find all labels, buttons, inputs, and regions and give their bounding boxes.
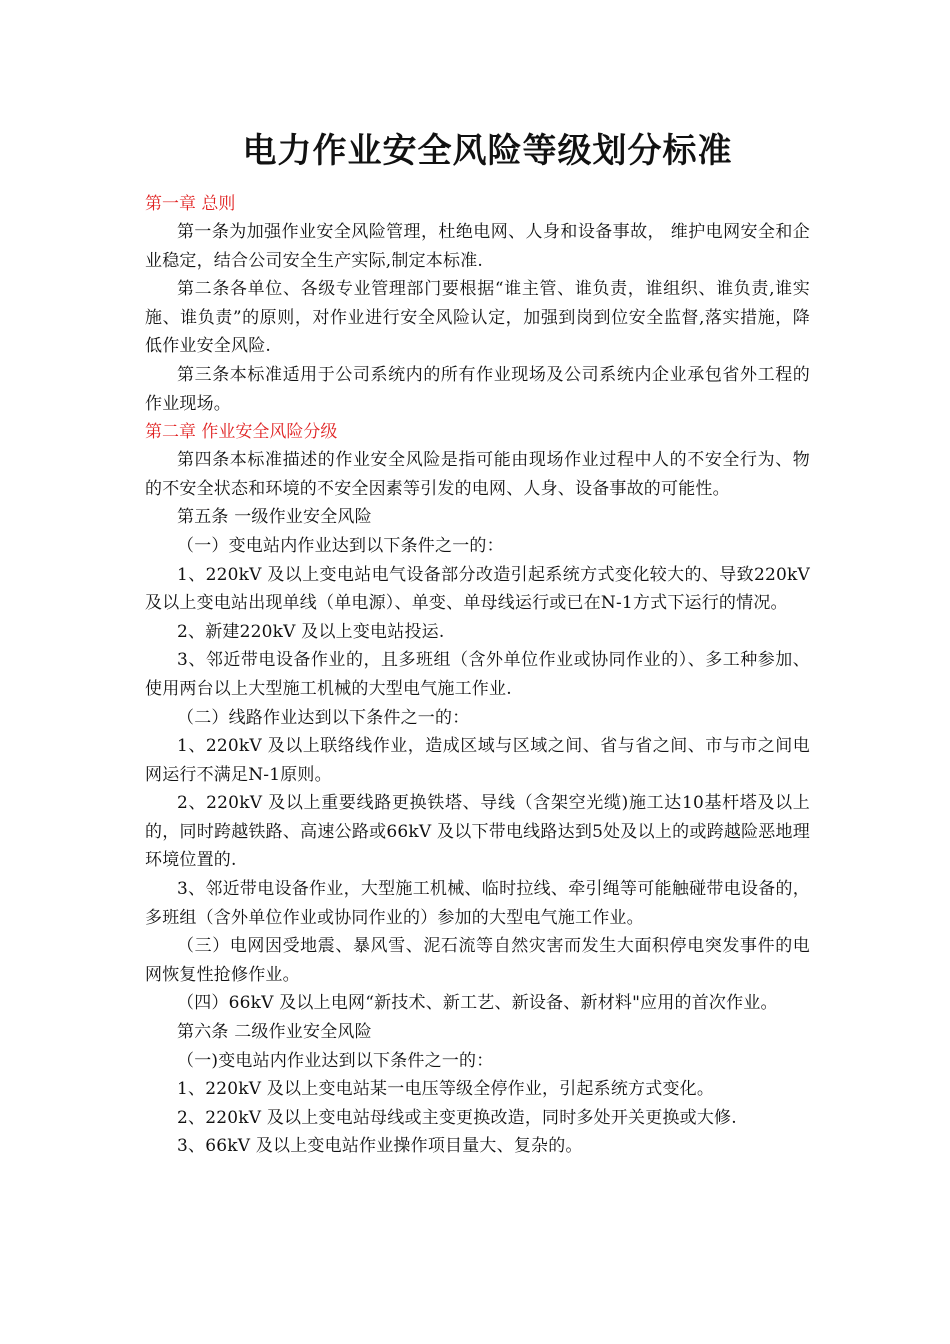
item-substation-level1-3: 3、邻近带电设备作业的，且多班组（含外单位作业或协同作业的）、多工种参加、使用两台以上大型施工机械的大型电气施工作业. bbox=[145, 650, 810, 699]
item-substation-level2-2: 2、220kV 及以上变电站母线或主变更换改造，同时多处开关更换或大修. bbox=[177, 1107, 737, 1128]
item-substation-level2-1: 1、220kV 及以上变电站某一电压等级全停作业，引起系统方式变化。 bbox=[177, 1079, 715, 1100]
article-3: 第三条本标准适用于公司系统内的所有作业现场及公司系统内企业承包省外工程的作业现场。 bbox=[145, 364, 810, 414]
clause-substation-level1: （一）变电站内作业达到以下条件之一的： bbox=[177, 535, 504, 556]
chapter-heading-1: 第一章 总则 bbox=[145, 194, 236, 214]
item-line-level1-1: 1、220kV 及以上联络线作业，造成区域与区域之间、省与省之间、市与市之间电网运行不满足N-1原则。 bbox=[145, 736, 810, 785]
document-title: 电力作业安全风险等级划分标准 bbox=[242, 131, 733, 171]
article-1: 第一条为加强作业安全风险管理，杜绝电网、人身和设备事故， 维护电网安全和企业稳定，结合公司安全生产实际,制定本标准. bbox=[145, 222, 810, 271]
item-substation-level1-2: 2、新建220kV 及以上变电站投运. bbox=[177, 621, 445, 642]
article-2: 第二条各单位、各级专业管理部门要根据“谁主管、谁负责，谁组织、谁负责,谁实施、谁负责”的原则，对作业进行安全风险认定，加强到岗到位安全监督,落实措施，降低作业安全风险. bbox=[145, 279, 810, 357]
item-substation-level1-1: 1、220kV 及以上变电站电气设备部分改造引起系统方式变化较大的、导致220kV 及以上变电站出现单线（单电源）、单变、单母线运行或已在N-1方式下运行的情况。 bbox=[145, 564, 810, 614]
article-6-heading: 第六条 二级作业安全风险 bbox=[177, 1022, 372, 1043]
clause-disaster-level1: （三）电网因受地震、暴风雪、泥石流等自然灾害而发生大面积停电突发事件的电网恢复性抢修作业。 bbox=[145, 936, 810, 985]
clause-new-tech-level1: （四）66kV 及以上电网“新技术、新工艺、新设备、新材料"应用的首次作业。 bbox=[177, 993, 778, 1014]
article-4: 第四条本标准描述的作业安全风险是指可能由现场作业过程中人的不安全行为、物的不安全状态和环境的不安全因素等引发的电网、人身、设备事故的可能性。 bbox=[145, 450, 810, 499]
chapter-heading-2: 第二章 作业安全风险分级 bbox=[145, 422, 338, 443]
clause-substation-level2: （一)变电站内作业达到以下条件之一的： bbox=[177, 1050, 494, 1071]
clause-line-level1: （二）线路作业达到以下条件之一的： bbox=[177, 707, 470, 728]
item-line-level1-3: 3、邻近带电设备作业，大型施工机械、临时拉线、牵引绳等可能触碰带电设备的，多班组（含外单位作业或协同作业的）参加的大型电气施工作业。 bbox=[145, 879, 810, 928]
item-line-level1-2: 2、220kV 及以上重要线路更换铁塔、导线（含架空光缆)施工达10基杆塔及以上的，同时跨越铁路、高速公路或66kV 及以下带电线路达到5处及以上的或跨越险恶地理环境位置的. bbox=[145, 793, 810, 871]
item-substation-level2-3: 3、66kV 及以上变电站作业操作项目量大、复杂的。 bbox=[177, 1136, 583, 1157]
document-page bbox=[145, 120, 810, 1161]
article-5-heading: 第五条 一级作业安全风险 bbox=[177, 507, 372, 528]
